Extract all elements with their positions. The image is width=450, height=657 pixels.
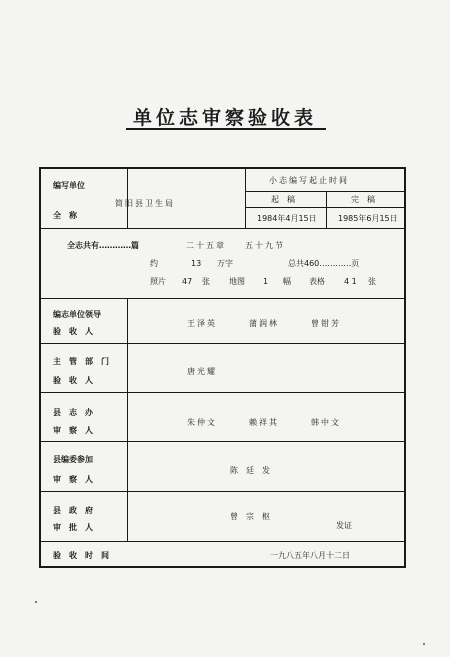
acceptance-form [39, 167, 406, 568]
title-underline [126, 128, 326, 130]
divider-period-columns [326, 191, 327, 228]
start-label: 起 稿 [271, 195, 295, 204]
divider-header-bottom [41, 228, 404, 229]
row-1-name-2: 蒲润林 [249, 319, 279, 328]
row-3-label-2: 审 察 人 [53, 426, 93, 435]
summary-sections: 五十九节 [245, 241, 285, 250]
acceptance-time-label: 验 收 时 间 [53, 551, 109, 560]
row-1-name-3: 曾钳芳 [311, 319, 341, 328]
divider-label-column [127, 298, 128, 541]
summary-word-count: 13 [191, 259, 202, 268]
summary-word-unit: 万字 [217, 259, 233, 268]
unit-name: 简阳县卫生局 [115, 199, 175, 208]
summary-tables-label: 表格 [309, 277, 325, 286]
summary-maps-count: 1 [263, 277, 269, 286]
unit-label-line-2: 全 称 [53, 211, 77, 220]
row-1-label-2: 验 收 人 [53, 327, 93, 336]
summary-tables-unit: 张 [368, 277, 376, 286]
acceptance-date: 一九八五年八月十二日 [270, 551, 350, 560]
row-2-label-1: 主 管 部 门 [53, 357, 109, 366]
divider-summary-bottom [41, 298, 404, 299]
summary-photos-unit: 张 [202, 277, 210, 286]
divider-period-title [245, 191, 404, 192]
form-title: 单位志审察验收表 [132, 107, 317, 129]
period-title: 小志编写起止时间 [269, 176, 349, 185]
summary-photos-label: 照片 [150, 277, 166, 286]
summary-tables-count: 4 1 [344, 277, 357, 286]
row-2-name-1: 唐光耀 [187, 367, 217, 376]
summary-total: 全志共有…………篇 [67, 241, 139, 250]
summary-maps-label: 地图 [229, 277, 245, 286]
row-4-label-2: 审 察 人 [53, 475, 93, 484]
summary-pages: 总共460…………页 [288, 259, 360, 268]
row-1-label-1: 编志单位领导 [53, 310, 101, 319]
row-3-name-1: 朱仲文 [187, 418, 217, 427]
row-2-label-2: 验 收 人 [53, 376, 93, 385]
summary-photos-count: 47 [182, 277, 193, 286]
scan-speck [35, 601, 37, 603]
summary-chapters: 二十五章 [186, 241, 226, 250]
row-5-label-1: 县 政 府 [53, 506, 93, 515]
end-date: 1985年6月15日 [338, 214, 398, 223]
row-4-label-1: 县编委参加 [53, 455, 93, 464]
row-3-name-2: 赖祥其 [249, 418, 279, 427]
row-3-label-1: 县 志 办 [53, 408, 93, 417]
divider-header-period [245, 169, 246, 228]
divider-row-3 [41, 441, 404, 442]
divider-row-2 [41, 392, 404, 393]
summary-maps-unit: 幅 [283, 277, 291, 286]
row-4-name-1: 陈 廷 发 [230, 466, 270, 475]
divider-row-5 [41, 541, 404, 542]
row-5-label-2: 审 批 人 [53, 523, 93, 532]
divider-row-4 [41, 491, 404, 492]
summary-approx: 约 [150, 259, 158, 268]
row-5-note: 发证 [336, 521, 352, 530]
divider-row-1 [41, 343, 404, 344]
row-3-name-3: 韩中文 [311, 418, 341, 427]
scan-speck [423, 643, 425, 645]
divider-period-labels [245, 207, 404, 208]
row-5-name-1: 曾 宗 枢 [230, 512, 270, 521]
row-1-name-1: 王泽英 [187, 319, 217, 328]
start-date: 1984年4月15日 [257, 214, 317, 223]
unit-label-line-1: 编写单位 [53, 181, 85, 190]
end-label: 完 稿 [351, 195, 375, 204]
